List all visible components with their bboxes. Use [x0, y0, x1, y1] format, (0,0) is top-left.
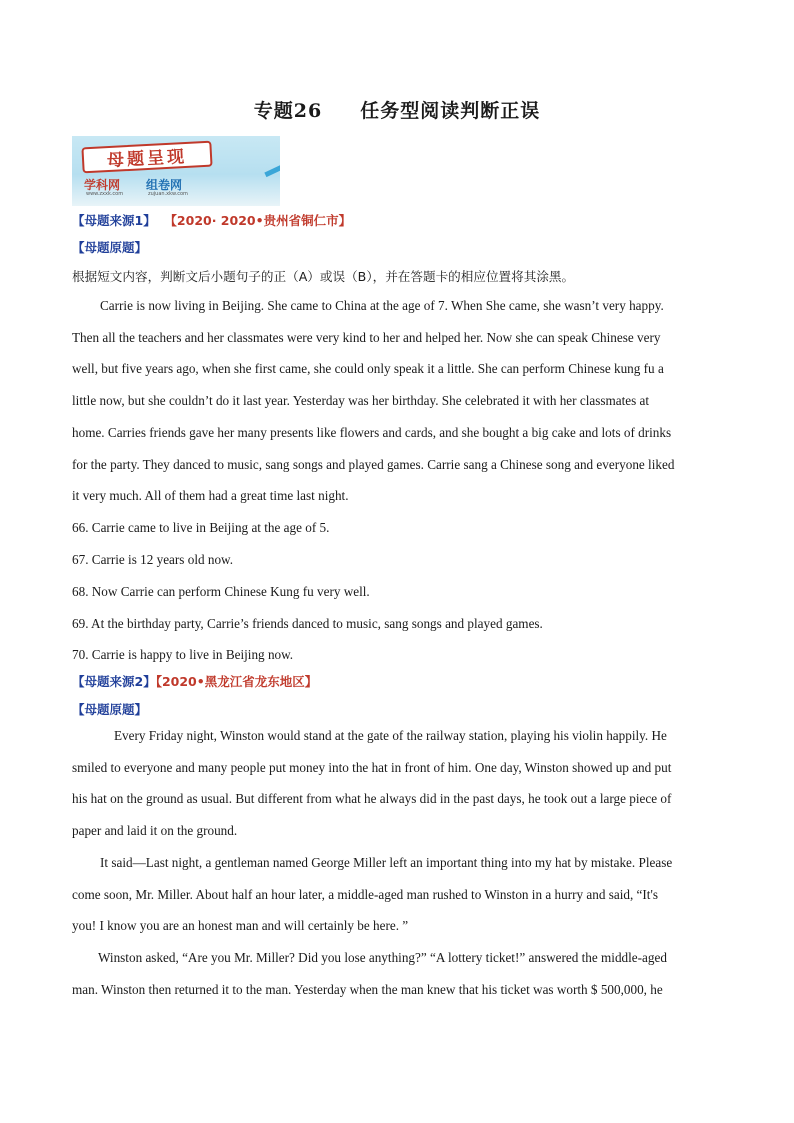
original-heading-2: 【母题原题】 [72, 702, 148, 717]
passage2-line: man. Winston then returned it to the man. Yesterday when the man knew that his ticket was worth $ 500,000, he [72, 982, 663, 997]
section-banner [72, 136, 280, 206]
passage1-line: Then all the teachers and her classmates were very kind to her and helped her. Now she can speak Chinese very [72, 330, 661, 345]
passage2-line: It said—Last night, a gentleman named George Miller left an important thing into my hat by mistake. Please [100, 855, 673, 870]
zujuan-logo-url: zujuan.xkw.com [148, 191, 188, 197]
passage1-line: little now, but she couldn’t do it last year. Yesterday was her birthday. She celebrated it with her classmates at [72, 393, 650, 408]
passage1-line: well, but five years ago, when she first came, she could only speak it a little. She can perform Chinese kung fu a [72, 361, 664, 376]
instruction-text: 根据短文内容，判断文后小题句子的正（A）或误（B），并在答题卡的相应位置将其涂黑。 [72, 269, 575, 284]
passage2-line: Winston asked, “Are you Mr. Miller? Did you lose anything?” “A lottery ticket!” answered the middle-aged [98, 950, 667, 965]
passage1-line: Carrie is now living in Beijing. She came to China at the age of 7. When She came, she wasn’t very happy. [100, 298, 664, 313]
question-66: 66. Carrie came to live in Beijing at the age of 5. [72, 520, 330, 535]
page-title [0, 96, 794, 123]
question-69: 69. At the birthday party, Carrie’s friends danced to music, sang songs and played games. [72, 616, 543, 631]
source-heading-2: 【母题来源2】【2020•黑龙江省龙东地区】 [72, 674, 318, 689]
question-68: 68. Now Carrie can perform Chinese Kung fu very well. [72, 584, 370, 599]
passage1-line: it very much. All of them had a great time last night. [72, 488, 349, 503]
passage1-line: for the party. They danced to music, sang songs and played games. Carrie sang a Chinese song and everyone liked [72, 457, 675, 472]
question-70: 70. Carrie is happy to live in Beijing now. [72, 647, 294, 662]
source-heading-1: 【母题来源1】 【2020· 2020•贵州省铜仁市】 [72, 213, 352, 228]
passage2-line: smiled to everyone and many people put money into the hat in front of him. One day, Winston showed up and put [72, 760, 672, 775]
passage2-line: his hat on the ground as usual. But different from what he always did in the past days, he took out a large piece of [72, 791, 672, 806]
passage1-line: home. Carries friends gave her many presents like flowers and cards, and she bought a big cake and lots of drinks [72, 425, 672, 440]
question-67: 67. Carrie is 12 years old now. [72, 552, 234, 567]
title-number: 专题26 [253, 100, 323, 122]
xkw-logo-url: www.zxxk.com [86, 191, 124, 197]
zujuan-logo: 组卷网 [146, 178, 183, 192]
title-topic: 任务型阅读判断正误 [360, 100, 541, 122]
passage2-line: you! I know you are an honest man and will certainly be here. ” [72, 918, 409, 933]
banner-heading: 母题呈现 [81, 141, 212, 174]
passage2-line: paper and laid it on the ground. [72, 823, 238, 838]
original-heading-1: 【母题原题】 [72, 240, 148, 255]
passage2-line: come soon, Mr. Miller. About half an hour later, a middle-aged man rushed to Winston in a hurry and said, “It's [72, 887, 658, 902]
xkw-logo: 学科网 [84, 178, 121, 192]
passage2-line: Every Friday night, Winston would stand at the gate of the railway station, playing his violin happily. He [114, 728, 667, 743]
